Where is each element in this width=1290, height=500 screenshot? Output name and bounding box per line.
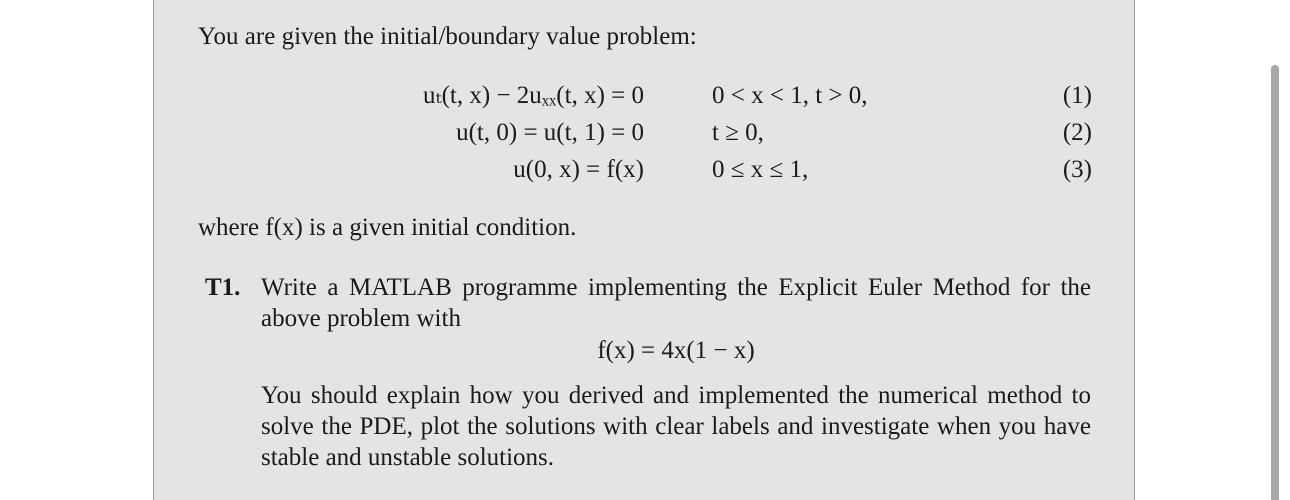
equation-3-condition: 0 ≤ x ≤ 1, bbox=[712, 156, 809, 183]
where-text: where f(x) is a given initial condition. bbox=[198, 214, 577, 241]
task-text-1: Write a MATLAB programme implementing the Explicit Euler Method for the above problem with bbox=[261, 274, 1091, 332]
vertical-scrollbar[interactable] bbox=[1271, 65, 1279, 500]
equation-1-condition: 0 < x < 1, t > 0, bbox=[712, 82, 868, 109]
equation-3-number: (3) bbox=[1062, 156, 1092, 183]
equation-2-number: (2) bbox=[1062, 119, 1092, 146]
intro-text: You are given the initial/boundary value problem: bbox=[198, 23, 697, 50]
task-label: T1. bbox=[205, 274, 241, 301]
task-formula: f(x) = 4x(1 − x) bbox=[597, 337, 755, 364]
task-text-2: You should explain how you derived and implemented the numerical method to solve the PDE, plot the solutions with clear labels and investigate when you have stable and unstable solutions. bbox=[261, 382, 1091, 471]
equation-2-lhs: u(t, 0) = u(t, 1) = 0 bbox=[456, 119, 644, 146]
equation-1-lhs: uₜ(t, x) − 2uₓₓ(t, x) = 0 bbox=[422, 82, 644, 109]
equation-1-number: (1) bbox=[1062, 82, 1092, 109]
equation-2-condition: t ≥ 0, bbox=[712, 119, 764, 146]
equation-3-lhs: u(0, x) = f(x) bbox=[513, 156, 644, 183]
